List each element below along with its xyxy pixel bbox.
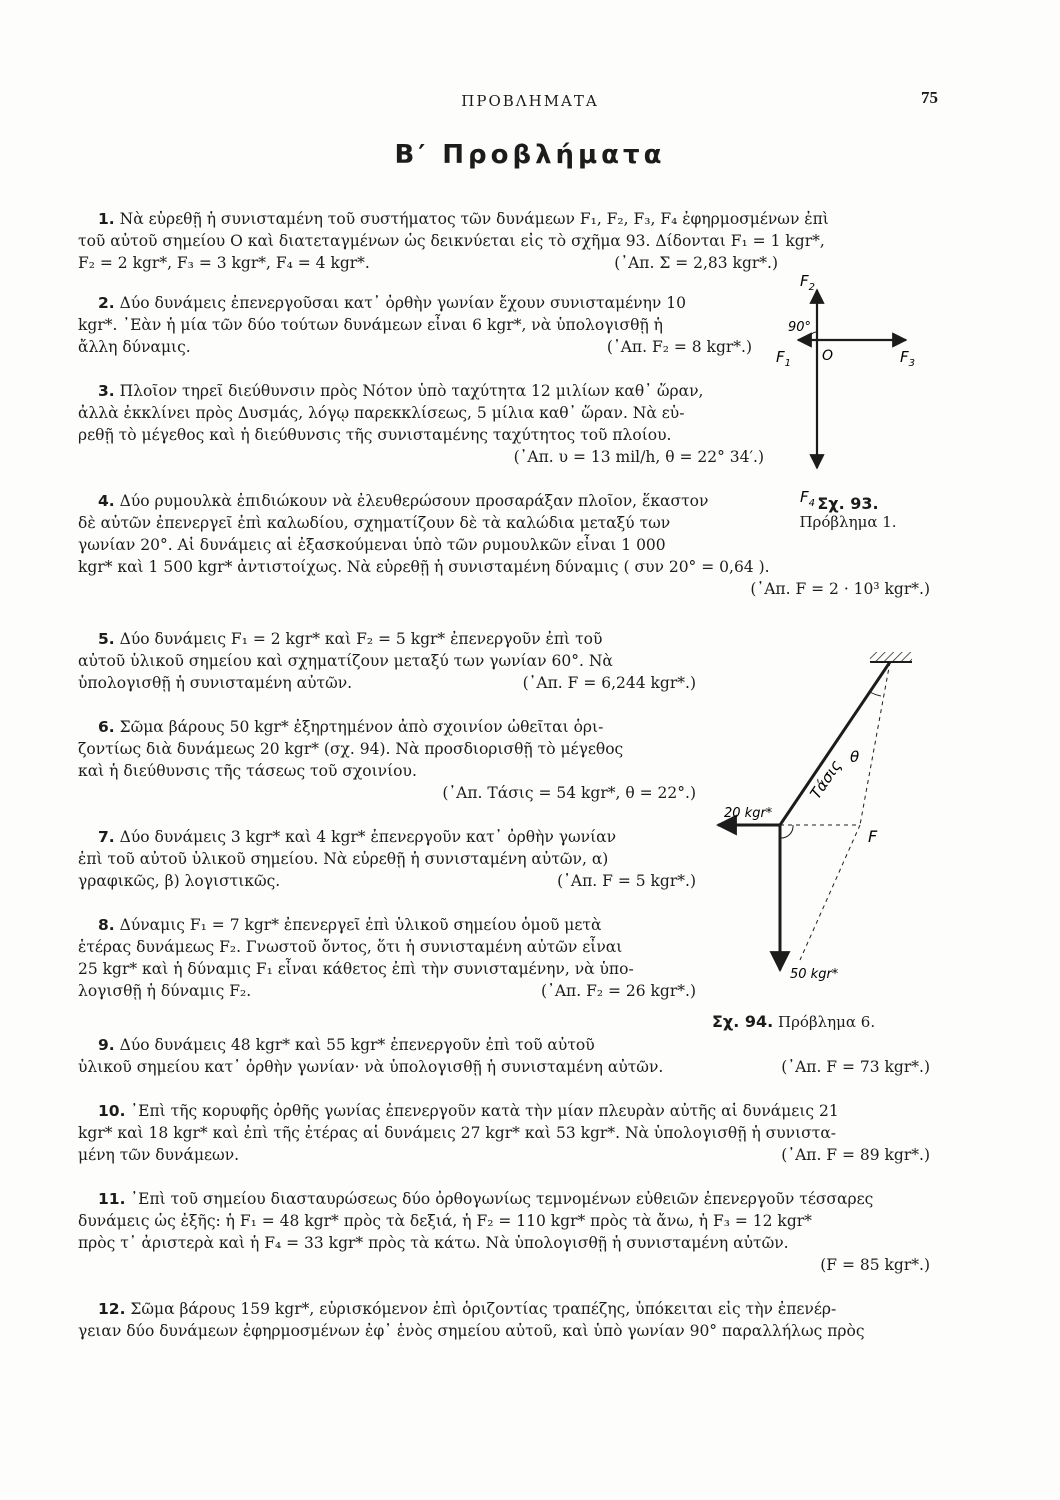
- answer: (᾿Απ. F = 5 kgr*.): [557, 872, 696, 890]
- theta-arc: [870, 692, 881, 696]
- answer: (᾿Απ. Σ = 2,83 kgr*.): [614, 254, 778, 272]
- figure-93: [760, 270, 940, 510]
- figure-94-caption: [712, 1012, 932, 1031]
- problem-2: 2. Δύο δυνάμεις ἐπενεργοῦσαι κατ᾿ ὀρθὴν γωνίαν ἔχουν συνισταμένην 10 kgr*. ᾿Εὰν ἡ μία τῶν δύο τούτων δυνάμεων εἶναι 6 kgr*, νὰ ὑπολογισθῇ ἡ ἄλλη δύναμις. (᾿Απ. F₂ = 8 kgr*.): [78, 294, 752, 356]
- figure-93-title: Πρόβλημα 1.: [799, 513, 897, 531]
- section-title: Β′ Προβλήματα: [394, 140, 666, 170]
- problem-1: 1. Νὰ εὑρεθῇ ἡ συνισταμένη τοῦ συστήματος τῶν δυνάμεων F₁, F₂, F₃, F₄ ἐφηρμοσμένων ἐπὶ τοῦ αὐτοῦ σημείου O καὶ διατεταγμένων ὡς δεικνύεται εἰς τὸ σχῆμα 93. Δίδονται F₁ = 1 kgr*, F₂ = 2 kgr*, F₃ = 3 kgr*, F₄ = 4 kgr*. (᾿Απ. Σ = 2,83 kgr*.): [78, 210, 829, 272]
- problem-10: 10. ᾿Επὶ τῆς κορυφῆς ὀρθῆς γωνίας ἐπενεργοῦν κατὰ τὴν μίαν πλευρὰν αὐτῆς αἱ δυνάμεις 21 kgr* καὶ 18 kgr* καὶ ἐπὶ τῆς ἑτέρας αἱ δυνάμεις 27 kgr* καὶ 53 kgr*. Νὰ ὑπολογισθῇ ἡ συνιστα- μένη τῶν δυνάμεων. (᾿Απ. F = 89 kgr*.): [78, 1102, 930, 1164]
- answer: (᾿Απ. F₂ = 8 kgr*.): [606, 338, 752, 356]
- running-head: ΠΡΟΒΛΗΜΑΤΑ: [461, 92, 599, 110]
- parallelogram-dashed: [800, 825, 860, 960]
- answer: (᾿Απ. F₂ = 26 kgr*.): [541, 982, 696, 1000]
- problem-5: 5. Δύο δυνάμεις F₁ = 2 kgr* καὶ F₂ = 5 kgr* ἐπενεργοῦν ἐπὶ τοῦ αὐτοῦ ὑλικοῦ σημείου καὶ σχηματίζουν μεταξύ των γωνίαν 60°. Νὰ ὑπολογισθῇ ἡ συνισταμένη αὐτῶν. (᾿Απ. F = 6,244 kgr*.): [78, 630, 696, 692]
- problem-4: 4. Δύο ρυμουλκὰ ἐπιδιώκουν νὰ ἐλευθερώσουν προσαράξαν πλοῖον, ἕκαστον δὲ αὐτῶν ἐπενεργεῖ ἐπὶ καλωδίου, σχηματίζουν δὲ τὰ καλώδια μεταξύ των γωνίαν 20°. Αἱ δυνάμεις αἱ ἐξασκούμεναι ὑπὸ τῶν ρυμουλκῶν εἶναι 1 000 kgr* καὶ 1 500 kgr* ἀντιστοίχως. Νὰ εὑρεθῇ ἡ συνισταμένη δύναμις ( συν 20° = 0,64 ). (᾿Απ. F = 2 · 10³ kgr*.): [78, 492, 930, 598]
- weight-label: 50 kgr*: [790, 967, 839, 982]
- figure-94-title: Πρόβλημα 6.: [778, 1013, 876, 1031]
- horizontal-force-label: 20 kgr*: [724, 806, 773, 821]
- problem-11: 11. ᾿Επὶ τοῦ σημείου διασταυρώσεως δύο ὀρθογωνίως τεμνομένων εὐθειῶν ἐπενεργοῦν τέσσαρες δυνάμεις ὡς ἑξῆς: ἡ F₁ = 48 kgr* πρὸς τὰ δεξιά, ἡ F₂ = 110 kgr* πρὸς τὰ ἄνω, ἡ F₃ = 12 kgr* πρὸς τ᾿ ἀριστερὰ καὶ ἡ F₄ = 33 kgr* πρὸς τὰ κάτω. Νὰ ὑπολογισθῇ ἡ συνισταμένη αὐτῶν. (F = 85 kgr*.): [78, 1190, 930, 1274]
- origin-label: O: [822, 348, 834, 364]
- tension-label: Τάσις: [806, 756, 846, 803]
- rope: [780, 662, 890, 825]
- answer: (᾿Απ. Τάσις = 54 kgr*, θ = 22°.): [442, 784, 696, 802]
- f2-label: $F_2$: [800, 272, 816, 293]
- problem-8: 8. Δύναμις F₁ = 7 kgr* ἐπενεργεῖ ἐπὶ ὑλικοῦ σημείου ὁμοῦ μετὰ ἑτέρας δυνάμεως F₂. Γνωστοῦ ὄντος, ὅτι ἡ συνισταμένη αὐτῶν εἶναι 25 kgr* καὶ ἡ δύναμις F₁ εἶναι κάθετος ἐπὶ τὴν συνισταμένην, νὰ ὑπο- λογισθῇ ἡ δύναμις F₂. (᾿Απ. F₂ = 26 kgr*.): [78, 916, 696, 1000]
- problem-3: 3. Πλοῖον τηρεῖ διεύθυνσιν πρὸς Νότον ὑπὸ ταχύτητα 12 μιλίων καθ᾿ ὥραν, ἀλλὰ ἐκκλίνει πρὸς Δυσμάς, λόγῳ παρεκκλίσεως, 5 μίλια καθ᾿ ὥραν. Νὰ εὑ- ρεθῇ τὸ μέγεθος καὶ ἡ διεύθυνσις τῆς συνισταμένης ταχύτητος τοῦ πλοίου. (᾿Απ. υ = 13 mil/h, θ = 22° 34′.): [78, 382, 764, 466]
- angle-mark: [780, 825, 793, 838]
- answer: (᾿Απ. F = 2 · 10³ kgr*.): [750, 580, 930, 598]
- answer: (᾿Απ. F = 73 kgr*.): [781, 1058, 930, 1076]
- problem-6: 6. Σῶμα βάρους 50 kgr* ἐξηρτημένον ἀπὸ σχοινίον ὠθεῖται ὁρι- ζοντίως διὰ δυνάμεως 20 kgr* (σχ. 94). Νὰ προσδιορισθῇ τὸ μέγεθος καὶ ἡ διεύθυνσις τῆς τάσεως τοῦ σχοινίου. (᾿Απ. Τάσις = 54 kgr*, θ = 22°.): [78, 718, 696, 802]
- problem-number: 1.: [98, 210, 115, 228]
- problem-9: 9. Δύο δυνάμεις 48 kgr* καὶ 55 kgr* ἐπενεργοῦν ἐπὶ τοῦ αὐτοῦ ὑλικοῦ σημείου κατ᾿ ὀρθὴν γωνίαν· νὰ ὑπολογισθῇ ἡ συνισταμένη αὐτῶν. (᾿Απ. F = 73 kgr*.): [78, 1036, 930, 1076]
- problem-12: 12. Σῶμα βάρους 159 kgr*, εὑρισκόμενον ἐπὶ ὁριζοντίας τραπέζης, ὑπόκειται εἰς τὴν ἐπενέρ- γειαν δύο δυνάμεων ἐφηρμοσμένων ἐφ᾿ ἑνὸς σημείου αὐτοῦ, καὶ ὑπὸ γωνίαν 90° παραλλήλως πρὸς: [78, 1300, 865, 1340]
- f4-label: $F_4$: [800, 488, 816, 509]
- f1-label: $F_1$: [776, 348, 792, 369]
- answer: (᾿Απ. F = 6,244 kgr*.): [522, 674, 696, 692]
- page-number: 75: [921, 88, 938, 107]
- figure-94-number: Σχ. 94.: [712, 1012, 774, 1031]
- figure-93-caption: [762, 494, 934, 531]
- f3-label: $F_3$: [900, 348, 916, 369]
- problem-7: 7. Δύο δυνάμεις 3 kgr* καὶ 4 kgr* ἐπενεργοῦν κατ᾿ ὀρθὴν γωνίαν ἐπὶ τοῦ αὐτοῦ ὑλικοῦ σημείου. Νὰ εὑρεθῇ ἡ συνισταμένη αὐτῶν, α) γραφικῶς, β) λογιστικῶς. (᾿Απ. F = 5 kgr*.): [78, 828, 696, 890]
- theta-label: θ: [850, 748, 860, 766]
- answer: (᾿Απ. υ = 13 mil/h, θ = 22° 34′.): [513, 448, 764, 466]
- ceiling-support: [870, 652, 912, 662]
- figure-93-number: Σχ. 93.: [817, 494, 879, 513]
- answer: (᾿Απ. F = 89 kgr*.): [781, 1146, 930, 1164]
- answer: (F = 85 kgr*.): [820, 1256, 930, 1274]
- angle-label: 90°: [788, 320, 812, 335]
- figure-94: [710, 640, 935, 1000]
- resultant-label: F: [868, 827, 878, 846]
